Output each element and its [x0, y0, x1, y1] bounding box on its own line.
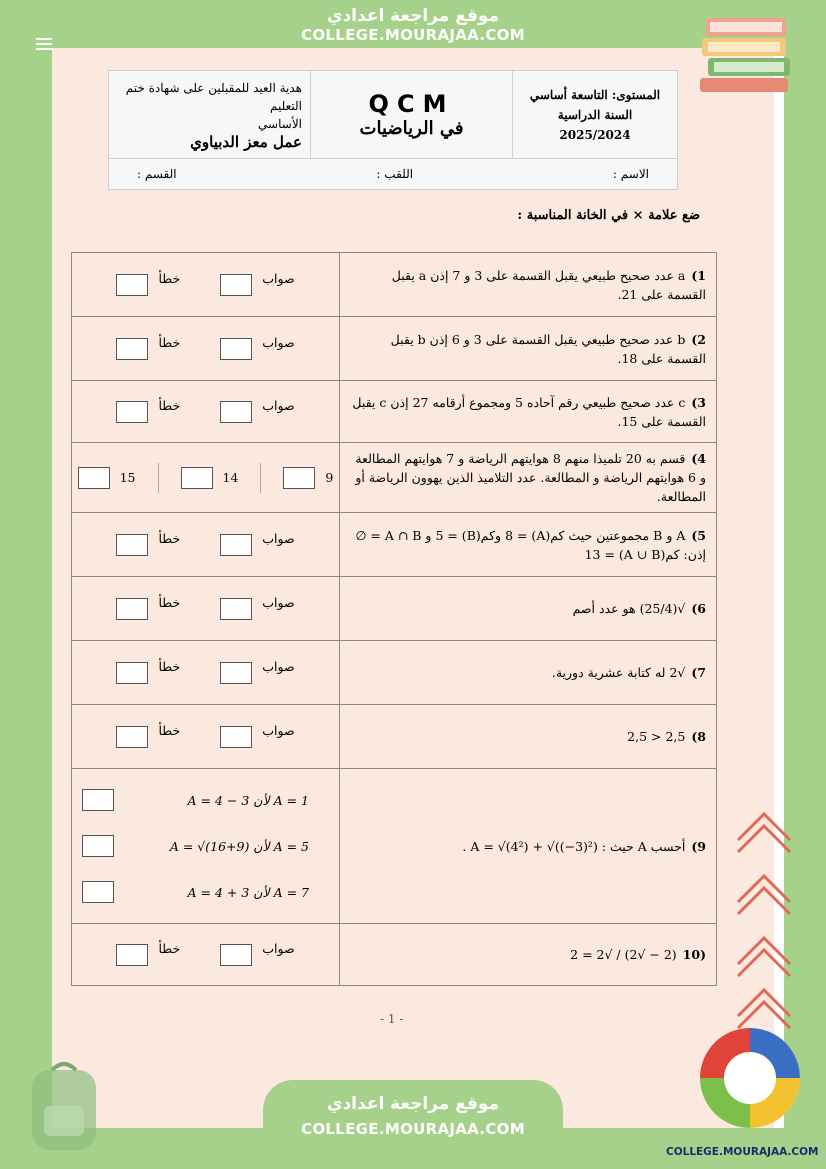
class-label[interactable]: القسم : — [137, 167, 177, 181]
answer-cell — [72, 577, 340, 641]
false-label: خطأ — [158, 335, 181, 350]
false-label: خطأ — [158, 398, 181, 413]
false-label: خطأ — [158, 941, 181, 956]
false-label: خطأ — [158, 723, 181, 738]
question-row — [72, 513, 717, 577]
option-value: 14 — [222, 470, 239, 485]
answer-cell — [72, 513, 340, 577]
site-name: موقع مراجعة اعدادي — [326, 6, 500, 26]
backpack-icon — [14, 1056, 114, 1156]
question-number: 6) — [691, 601, 706, 616]
answer-cell — [72, 443, 340, 513]
false-label: خطأ — [158, 595, 181, 610]
level-text: المستوى: التاسعة أساسي — [529, 87, 661, 102]
question-text: (2 − √2) / √2 = 2 — [570, 947, 677, 962]
books-icon — [700, 14, 794, 94]
answer-checkbox-true[interactable] — [220, 534, 252, 556]
answer-cell — [72, 924, 340, 986]
instruction-text: ضع علامة × في الخانة المناسبة : — [517, 208, 700, 223]
true-label: صواب — [262, 271, 295, 286]
answer-checkbox-true[interactable] — [220, 338, 252, 360]
true-label: صواب — [262, 398, 295, 413]
question-text: a عدد صحيح طبيعي يقبل القسمة على 3 و 7 إذن a يقبل القسمة على 21. — [391, 267, 706, 302]
answer-checkbox-false[interactable] — [116, 726, 148, 748]
answer-cell — [72, 769, 340, 924]
gift-line: هدية العيد للمقبلين على شهادة ختم التعليم — [125, 80, 302, 113]
option-value: 9 — [325, 470, 334, 485]
question-text: A و B مجموعتين حيث كم(A) = 8 وكم(B) = 5 و A ∩ B = ∅ إذن: كم(A ∪ B) = 13 — [355, 527, 706, 562]
answer-checkbox-option[interactable] — [82, 835, 114, 857]
true-label: صواب — [262, 335, 295, 350]
year-text: السنة الدراسية 2025/2024 — [557, 107, 633, 142]
question-cell — [340, 317, 717, 381]
question-cell — [340, 513, 717, 577]
divider — [260, 463, 261, 493]
true-label: صواب — [262, 723, 295, 738]
question-cell — [340, 577, 717, 641]
answer-cell — [72, 253, 340, 317]
teacher-name: عمل معز الدبياوي — [190, 132, 302, 151]
divider — [158, 463, 159, 493]
answer-checkbox-true[interactable] — [220, 726, 252, 748]
answer-checkbox-false[interactable] — [116, 274, 148, 296]
decor-stripe — [36, 36, 52, 50]
question-cell — [340, 924, 717, 986]
question-text: c عدد صحيح طبيعي رقم آحاده 5 ومجموع أرقامه 27 إذن c يقبل القسمة على 15. — [352, 394, 706, 429]
question-number: 2) — [691, 331, 706, 347]
true-label: صواب — [262, 531, 295, 546]
answer-checkbox-true[interactable] — [220, 662, 252, 684]
header-gift-cell — [109, 71, 311, 159]
answer-cell — [72, 705, 340, 769]
answer-checkbox-false[interactable] — [116, 598, 148, 620]
option-text: A = 7 لأن A = 4 + 3 — [187, 884, 309, 900]
answer-checkbox-false[interactable] — [116, 401, 148, 423]
question-number: 4) — [691, 451, 706, 466]
question-row — [72, 381, 717, 443]
false-label: خطأ — [158, 659, 181, 674]
answer-checkbox-false[interactable] — [116, 944, 148, 966]
page-number: - 1 - — [380, 1012, 404, 1026]
site-logo-icon[interactable] — [696, 1024, 804, 1132]
true-label: صواب — [262, 595, 295, 610]
logo-url[interactable]: COLLEGE.MOURAJAA.COM — [666, 1146, 819, 1158]
answer-checkbox-option[interactable] — [283, 467, 315, 489]
subject-title: في الرياضيات — [359, 118, 464, 139]
name-label[interactable]: الاسم : — [612, 167, 649, 181]
question-number: 3) — [691, 394, 706, 410]
question-cell — [340, 769, 717, 924]
site-banner-top[interactable] — [263, 0, 563, 48]
answer-checkbox-true[interactable] — [220, 401, 252, 423]
question-row — [72, 253, 717, 317]
question-text: b عدد صحيح طبيعي يقبل القسمة على 3 و 6 إذن b يقبل القسمة على 18. — [390, 331, 706, 366]
answer-checkbox-true[interactable] — [220, 944, 252, 966]
surname-label[interactable]: اللقب : — [376, 167, 414, 181]
answer-checkbox-false[interactable] — [116, 338, 148, 360]
question-row — [72, 317, 717, 381]
question-row — [72, 443, 717, 513]
question-number: 7) — [691, 665, 706, 680]
gift-line-2: الأساسي — [258, 116, 302, 131]
question-row — [72, 641, 717, 705]
false-label: خطأ — [158, 271, 181, 286]
header-title-cell — [311, 71, 513, 159]
site-url[interactable]: COLLEGE.MOURAJAA.COM — [301, 1120, 525, 1138]
question-number: 8) — [691, 729, 706, 744]
question-number: 9) — [691, 838, 706, 854]
question-text: قسم به 20 تلميذا منهم 8 هوايتهم الرياضة و 7 هوايتهم المطالعة و 6 هوايتهم الرياضة و المطالعة. عدد التلاميذ الذين يهوون الرياضة أو المطالعة. — [355, 451, 706, 504]
answer-checkbox-option[interactable] — [78, 467, 110, 489]
true-label: صواب — [262, 659, 295, 674]
false-label: خطأ — [158, 531, 181, 546]
site-name: موقع مراجعة اعدادي — [326, 1094, 500, 1114]
answer-cell — [72, 317, 340, 381]
site-banner-bottom[interactable] — [263, 1080, 563, 1150]
answer-checkbox-true[interactable] — [220, 274, 252, 296]
question-number: 1) — [691, 267, 706, 283]
student-info-row — [109, 159, 678, 190]
site-url[interactable]: COLLEGE.MOURAJAA.COM — [301, 26, 525, 44]
header-level-cell — [513, 71, 678, 159]
answer-cell — [72, 381, 340, 443]
questions-table — [71, 252, 717, 986]
answer-cell — [72, 641, 340, 705]
question-cell — [340, 253, 717, 317]
answer-checkbox-option[interactable] — [82, 789, 114, 811]
question-number: (10 — [682, 947, 706, 962]
option-value: 15 — [119, 470, 136, 485]
header-table — [108, 70, 678, 190]
question-cell — [340, 443, 717, 513]
true-label: صواب — [262, 941, 295, 956]
question-cell — [340, 381, 717, 443]
question-text: √(25/4) هو عدد أصم — [572, 601, 686, 616]
question-text: أحسب A حيث : A = √(4²) + √((−3)²) . — [462, 838, 686, 854]
option-text: A = 1 لأن A = 4 − 3 — [187, 792, 309, 808]
chevron-up-icon — [736, 790, 796, 1030]
question-cell — [340, 705, 717, 769]
question-row — [72, 769, 717, 924]
question-row — [72, 577, 717, 641]
answer-checkbox-true[interactable] — [220, 598, 252, 620]
answer-checkbox-false[interactable] — [116, 534, 148, 556]
answer-checkbox-option[interactable] — [82, 881, 114, 903]
question-row — [72, 705, 717, 769]
option-text: A = 5 لأن A = √(16+9) — [169, 838, 309, 854]
question-text: √2 له كتابة عشرية دورية. — [551, 665, 686, 680]
answer-checkbox-false[interactable] — [116, 662, 148, 684]
question-text: 2,5 < 2,5̅ — [627, 729, 686, 744]
question-row — [72, 924, 717, 986]
question-number: 5) — [691, 527, 706, 543]
answer-checkbox-option[interactable] — [181, 467, 213, 489]
qcm-title: QCM — [368, 90, 455, 118]
question-cell — [340, 641, 717, 705]
